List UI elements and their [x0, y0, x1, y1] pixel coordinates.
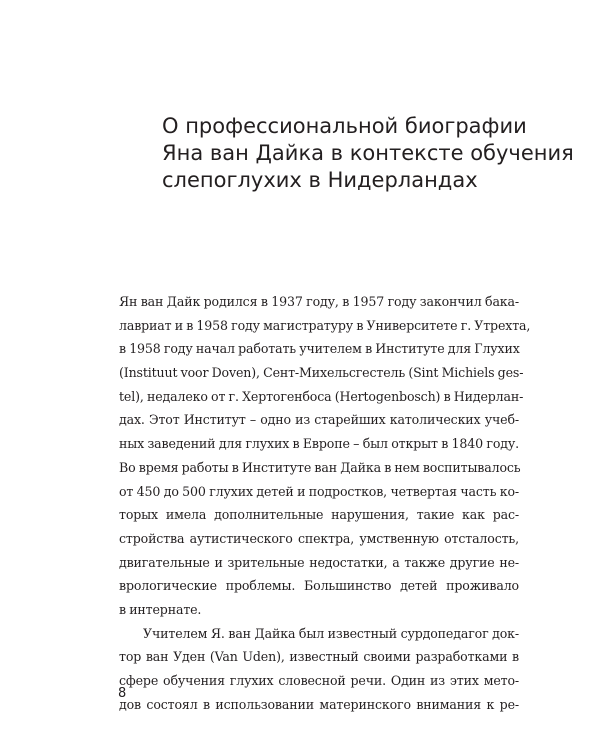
text-line: стройства аутистического спектра, умственную отсталость, [119, 530, 519, 546]
text-line: от 450 до 500 глухих детей и подростков, четвертая часть ко- [119, 483, 519, 499]
text-line: тор ван Уден (Van Uden), известный своими разработками в [119, 649, 519, 665]
text-line: врологические проблемы. Большинство детей проживало [119, 578, 519, 594]
text-line: ных заведений для глухих в Европе – был открыт в 1840 году. [119, 436, 519, 452]
text-line: (Instituut voor Doven), Сент-Михельсгестель (Sint Michiels ges- [119, 365, 524, 381]
text-line: сфере обучения глухих словесной речи. Один из этих мето- [119, 673, 519, 688]
chapter-title-line: О профессиональной биографии [162, 114, 527, 138]
text-line: торых имела дополнительные нарушения, такие как рас- [119, 507, 519, 523]
text-line: лавриат и в 1958 году магистратуру в Университете г. Утрехта, [119, 317, 531, 333]
body-text [119, 290, 531, 716]
text-line: в 1958 году начал работать учителем в Институте для Глухих [119, 341, 520, 357]
page-number: 8 [118, 686, 127, 701]
paragraph-1 [119, 290, 531, 622]
text-line: двигательные и зрительные недостатки, а также другие не- [119, 554, 519, 570]
text-line: в интернате. [119, 601, 202, 617]
chapter-title-line: слепоглухих в Нидерландах [162, 168, 478, 192]
text-line: tel), недалеко от г. Хертогенбоса (Hertogenbosch) в Нидерлан- [119, 388, 524, 404]
text-line: дов состоял в использовании материнского внимания к ре- [119, 696, 519, 712]
chapter-title [162, 113, 574, 194]
text-line: Ян ван Дайк родился в 1937 году, в 1957 году закончил бака- [119, 294, 519, 309]
text-line: дах. Этот Институт – одно из старейших католических учеб- [119, 412, 519, 428]
chapter-title-line: Яна ван Дайка в контексте обучения [162, 141, 574, 165]
paragraph-2 [119, 622, 519, 717]
text-line: Во время работы в Институте ван Дайка в нем воспитывалось [119, 459, 521, 475]
text-line: Учителем Я. ван Дайка был известный сурдопедагог док- [143, 625, 519, 641]
